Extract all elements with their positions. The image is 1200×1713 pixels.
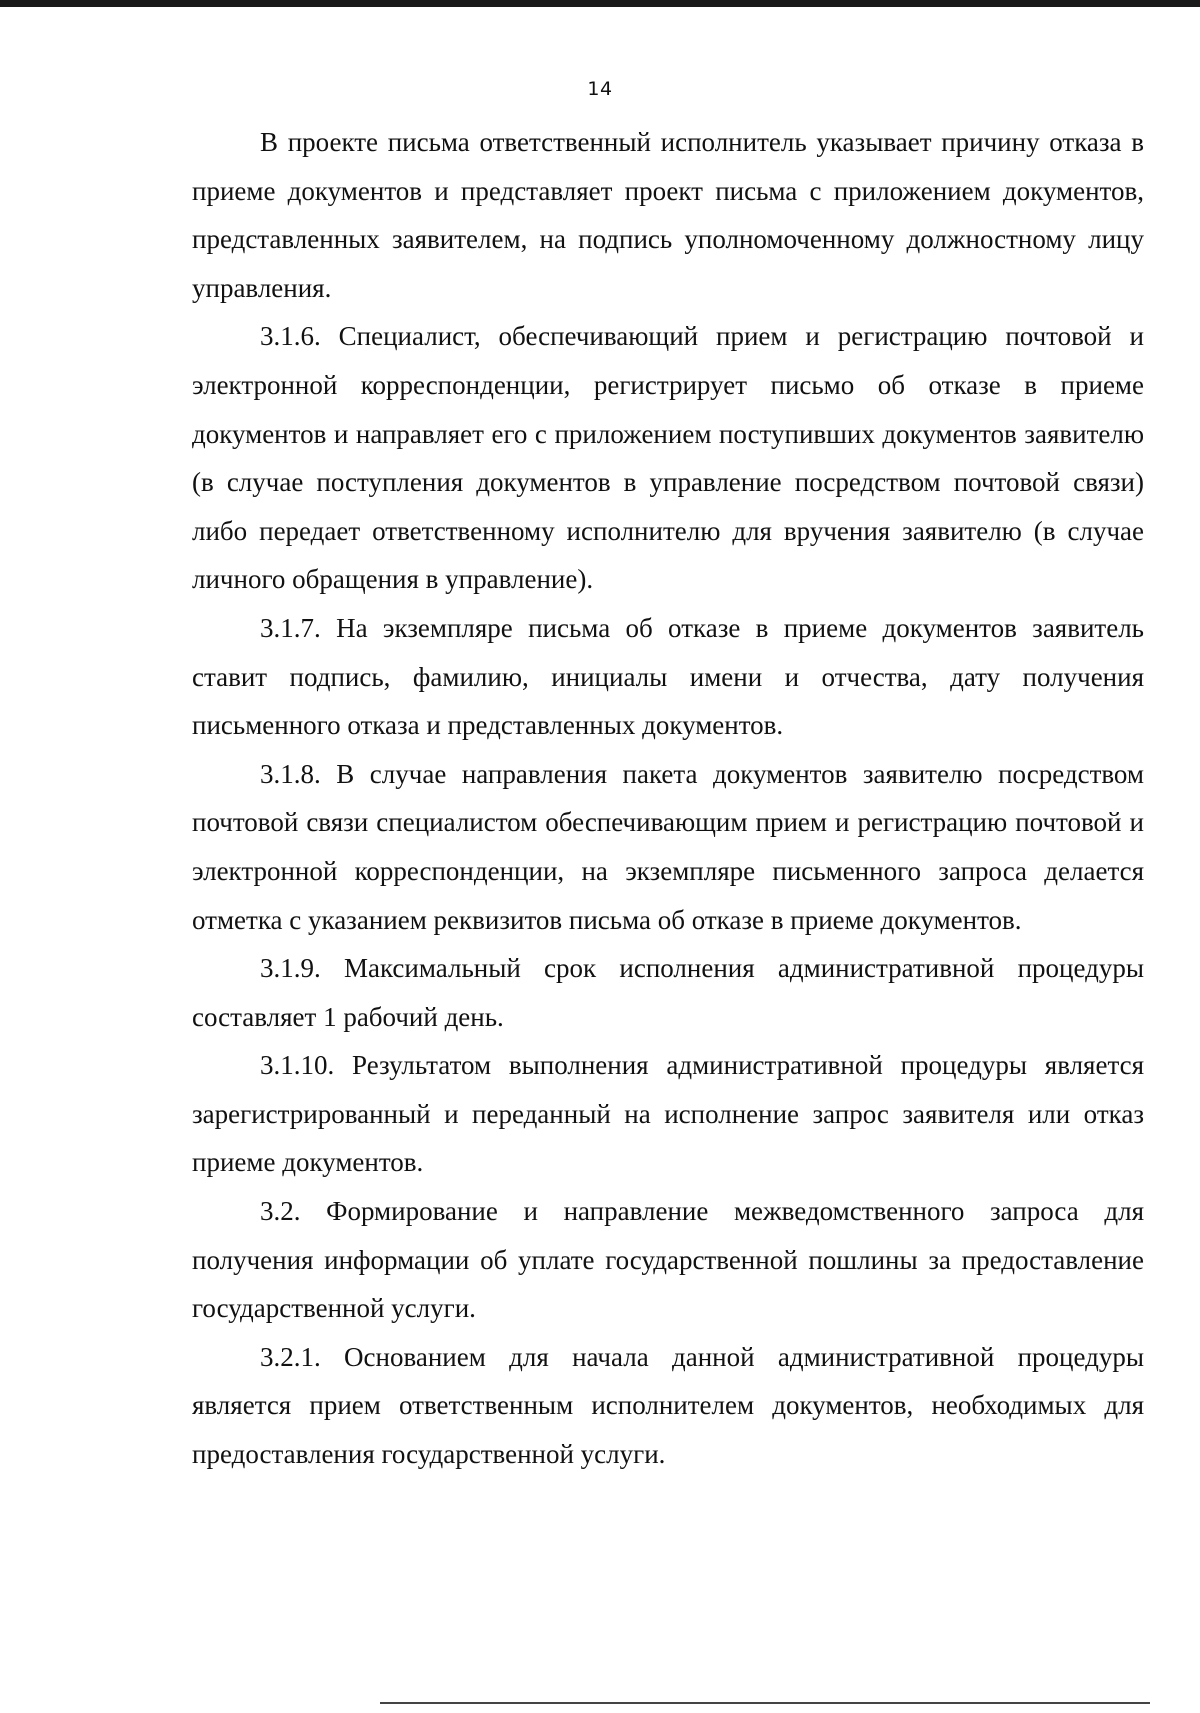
scan-top-edge: [0, 0, 1200, 7]
paragraph-3-2: 3.2. Формирование и направление межведомственного запроса для получения информации об уплате государственной пошлины за предоставление государственной услуги.: [192, 1196, 1144, 1324]
paragraph-3-1-7: 3.1.7. На экземпляре письма об отказе в приеме документов заявитель ставит подпись, фамилию, инициалы имени и отчества, дату получения письменного отказа и представленных документов.: [192, 612, 1144, 741]
document-body: [192, 118, 1144, 1479]
page-number: 14: [587, 78, 613, 100]
paragraph-3-1-6: 3.1.6. Специалист, обеспечивающий прием и регистрацию почтовой и электронной корреспонденции, регистрирует письмо об отказе в приеме документов и направляет его с приложением поступивших документов заявителю (в случае поступления документов в управление посредством почтовой связи) либо передает ответственному исполнителю для вручения заявителю (в случае личного обращения в управление).: [192, 321, 1144, 595]
paragraph-3-1-10: 3.1.10. Результатом выполнения административной процедуры является зарегистрированный и переданный на исполнение запрос заявителя или отказ приеме документов.: [192, 1050, 1144, 1178]
paragraph-3-1-8: 3.1.8. В случае направления пакета документов заявителю посредством почтовой связи специалистом обеспечивающим прием и регистрацию почтовой и электронной корреспонденции, на экземпляре письменного запроса делается отметка с указанием реквизитов письма об отказе в приеме документов.: [192, 758, 1144, 935]
paragraph-3-1-9: 3.1.9. Максимальный срок исполнения административной процедуры составляет 1 рабочий день.: [192, 953, 1144, 1032]
paragraph-3-2-1: 3.2.1. Основанием для начала данной административной процедуры является прием ответственным исполнителем документов, необходимых для предоставления государственной услуги.: [192, 1341, 1144, 1470]
scan-bottom-rule: [380, 1702, 1150, 1704]
paragraph-refusal-letter-draft: В проекте письма ответственный исполнитель указывает причину отказа в приеме документов и представляет проект письма с приложением документов, представленных заявителем, на подпись уполномоченному должностному лицу управления.: [192, 127, 1144, 303]
